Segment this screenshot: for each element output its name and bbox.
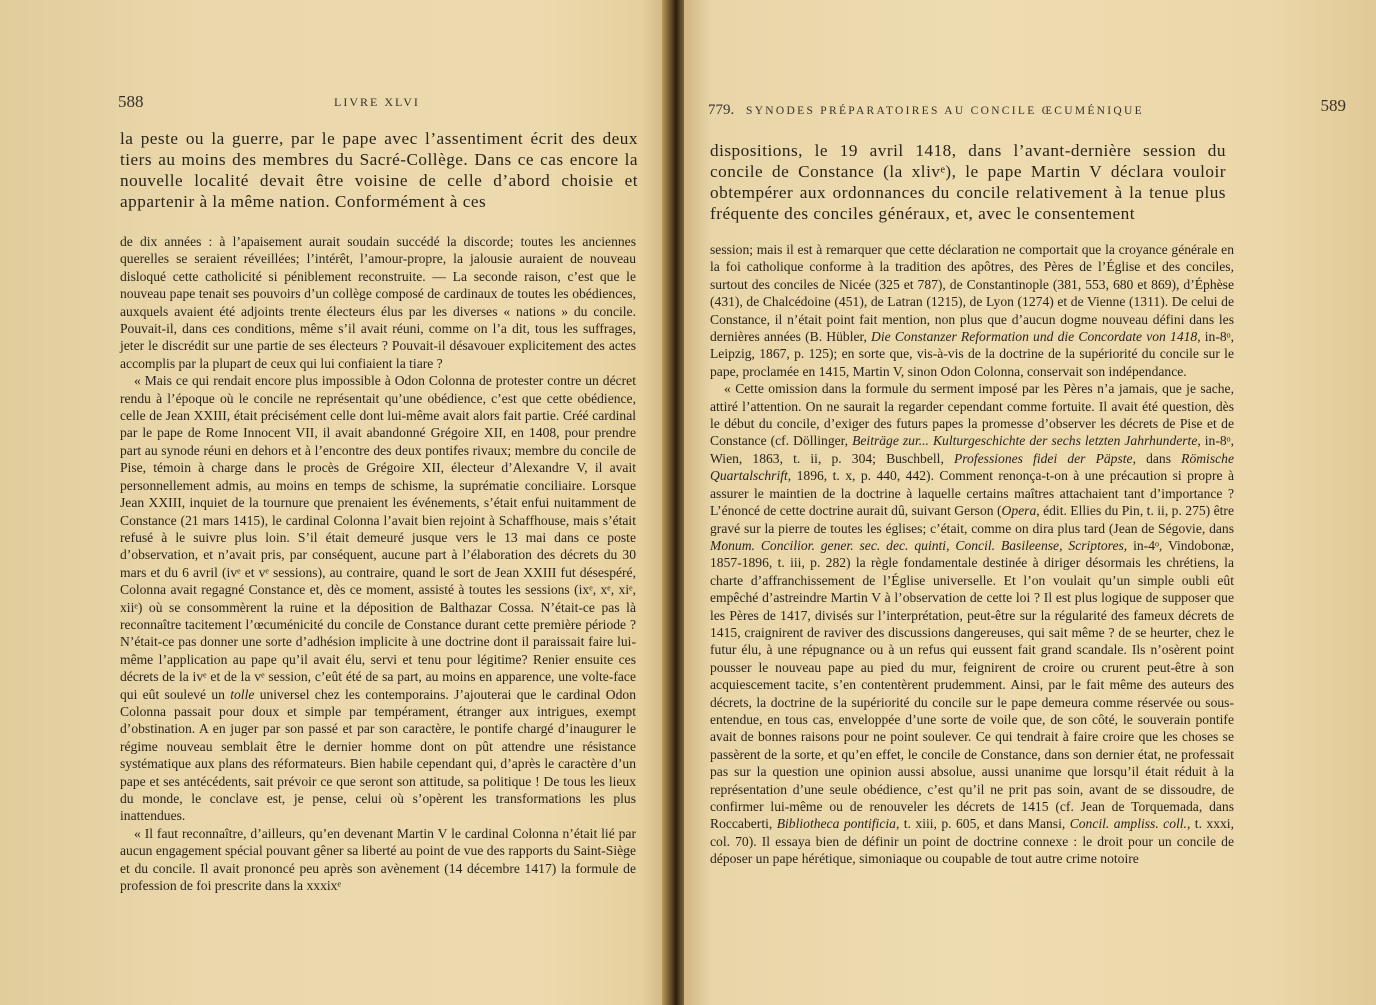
footnote-paragraph: de dix années : à l’apaisement aurait soudain succédé la discorde; toutes les anciennes querelles se seraient réveillées; l’intérêt, l’amour-propre, la jalousie auraient de nouveau disloqué cette catholicité si péniblement reconstruite. — La seconde raison, c’est que le nouveau pape tenait ses pouvoirs d’un collège composé de cardinaux de toutes les obédiences, auxquels avaient été adjoints trente électeurs élus par les diverses « nations » du concile. Pouvait-il, dans ces conditions, même s’il avait réuni, comme on l’a dit, tous les suffrages, jeter le discrédit sur une partie de ses électeurs ? Pouvait-il désavouer explicitement des actes accomplis par la plupart de ceux qui lui confiaient la tiare ?: [120, 234, 636, 371]
page-number-right: 589: [1320, 96, 1346, 115]
footnotes-right: [710, 241, 1234, 868]
section-number: 779.: [708, 102, 735, 118]
footnote-paragraph: « Mais ce qui rendait encore plus impossible à Odon Colonna de protester contre un décret rendu à l’époque où le concile ne représentait qu’une obédience, c’est que cette obédience, celle de Jean XXIII, était précisément celle dont lui-même avait alors fait partie. Créé cardinal par le pape de Rome Innocent VII, il avait abandonné Grégoire XII, en 1408, pour prendre part au synode réuni en dehors et à l’encontre des deux pontifes rivaux; membre du concile de Pise, témoin à charge dans le procès de Grégoire XII, électeur d’Alexandre V, il avait personnellement admis, au moins en temps de schisme, la suprématie conciliaire. Lorsque Jean XXIII, inquiet de la tournure que prenaient les événements, s’était enfui nuitamment de Constance (21 mars 1415), le cardinal Colonna l’avait bien rejoint à Schaffhouse, mais s’était refusé à le suivre plus loin. S’il était demeuré jusque vers le 13 mai dans ce poste d’observation, et n’avait pris, par conséquent, aucune part à l’élaboration des décrets du 30 mars et du 6 avril (ivᵉ et vᵉ sessions), au contraire, quand le sort de Jean XXIII fut désespéré, Colonna avait regagné Constance et, dès ce moment, assisté à toutes les sessions (ixᵉ, xᵉ, xiᵉ, xiiᵉ) où se consommèrent la ruine et la déposition de Balthazar Cossa. N’était-ce pas là reconnaître tacitement l’œcuménicité du concile de Constance durant cette première période ? N’était-ce pas donner une sorte d’adhésion implicite à une doctrine dont il paraissait faire lui-même l’application au pape qu’il avait élu, servi et tenu pour légitime? Renier ensuite ces décrets de la ivᵉ et de la vᵉ session, c’eût été de sa part, au moins en apparence, une volte-face qui eût soulevé un tolle universel chez les contemporains. J’ajouterai que le cardinal Odon Colonna passait pour doux et simple par tempérament, étranger aux intrigues, exempt d’obstination. A en juger par son passé et par son caractère, le pontife chargé d’inaugurer le régime nouveau semblait être le dernier homme dont on pût attendre une résistance systématique aux plans des réformateurs. Bien habile cependant qui, d’après le caractère d’un pape et ses antécédents, sait prévoir ce que seront son attitude, sa politique ! De tous les lieux du monde, le conclave est, je pense, celui où s’opèrent les transformations les plus inattendues.: [120, 373, 636, 824]
footnotes-left: [120, 233, 636, 894]
main-text-right: dispositions, le 19 avril 1418, dans l’avant-dernière session du concile de Constance (la xlivᵉ), le pape Martin V déclara vouloir obtempérer aux ordonnances du concile relativement à la tenue plus fréquente des conciles généraux, et, avec le consentement: [710, 141, 1226, 223]
footnote-paragraph: session; mais il est à remarquer que cette déclaration ne comportait que la croyance générale en la foi catholique conforme à la tradition des apôtres, des Pères de l’Église et des conciles, surtout des conciles de Nicée (325 et 787), de Constantinople (381, 553, 680 et 869), d’Éphèse (431), de Chalcédoine (451), de Latran (1215), de Lyon (1274) et de Vienne (1311). De celui de Constance, il n’était point fait mention, non plus que d’aucun dogme nouveau défini dans les dernières années (B. Hübler, Die Constanzer Reformation und die Concordate von 1418, in-8ᵒ, Leipzig, 1867, p. 125); en sorte que, vis-à-vis de la doctrine de la supériorité du concile sur le pape, proclamée en 1415, Martin V, sinon Odon Colonna, conservait son indépendance.: [710, 242, 1234, 379]
footnote-paragraph: « Cette omission dans la formule du serment imposé par les Pères n’a jamais, que je sache, attiré l’attention. On ne saurait la regarder cependant comme fortuite. Il avait été question, dès le début du concile, d’exiger des futurs papes la promesse d’observer les décrets de Pise et de Constance (cf. Döllinger, Beiträge zur... Kulturgeschichte der sechs letzten Jahrhunderte, in-8ᵒ, Wien, 1863, t. ii, p. 304; Buschbell, Professiones fidei der Päpste, dans Römische Quartalschrift, 1896, t. x, p. 440, 442). Comment renonça-t-on à une précaution si propre à assurer le maintien de la doctrine à laquelle certains maîtres attachaient tant d’importance ? L’énoncé de cette doctrine aurait dû, suivant Gerson (Opera, édit. Ellies du Pin, t. ii, p. 275) être gravé sur la pierre de toutes les églises; c’était, comme on dira plus tard (Jean de Ségovie, dans Monum. Concilior. gener. sec. dec. quinti, Concil. Basileense, Scriptores, in-4ᵒ, Vindobonæ, 1857-1896, t. iii, p. 282) la règle fondamentale destinée à diriger désormais les chrétiens, la charte d’affranchissement de l’Église universelle. Et l’on voulait qu’un simple oubli eût empêché d’astreindre Martin V à l’observation de cette loi ? Il est plus logique de supposer que les Pères de 1417, divisés sur l’interprétation, peut-être sur la régularité des fameux décrets de 1415, craignirent de raviver des discussions dangereuses, qui sait même ? de se heurter, chez le futur élu, à une répugnance ou à un refus qui eussent fait grand scandale. Ils n’osèrent point pousser le nouveau pape au pied du mur, feignirent de croire ou crurent peut-être à son acquiescement tacite, s’en contentèrent prudemment. Ainsi, par le fait même des auteurs des décrets, la doctrine de la supériorité du concile sur le pape demeura comme réservée ou sous-entendue, en tous cas, enveloppée d’une sorte de voile que, de son côté, le souverain pontife avait de bonnes raisons pour ne point soulever. Ce qui tendrait à faire croire que les choses se passèrent de la sorte, et qu’en effet, le concile de Constance, dans son dernier état, ne professait pas sur la question une opinion aussi absolue, aussi unanime que lorsqu’il était réduit à la représentation d’une seule obédience, c’est qu’il ne prit pas soin, avant de se dissoudre, de confirmer lui-même ou de renouveler les décrets de 1415 (cf. Jean de Torquemada, dans Roccaberti, Bibliotheca pontificia, t. xiii, p. 605, et dans Mansi, Concil. ampliss. coll., t. xxxi, col. 70). Il essaya bien de définir un point de doctrine connexe : le droit pour un concile de déposer un pape hérétique, simoniaque ou coupable de tout autre crime notoire: [710, 381, 1234, 867]
right-page: [684, 0, 1376, 1005]
running-title-right: SYNODES PRÉPARATOIRES AU CONCILE ŒCUMÉNIQUE: [746, 105, 1144, 117]
running-title-left: LIVRE XLVI: [334, 95, 420, 109]
page-number-left: 588: [118, 92, 144, 111]
left-page: [0, 0, 668, 1005]
main-text-left: la peste ou la guerre, par le pape avec l’assentiment écrit des deux tiers au moins des membres du Sacré-Collège. Dans ce cas encore la nouvelle localité devait être voisine de celle d’abord choisie et appartenir à la même nation. Conformément à ces: [120, 129, 638, 211]
footnote-paragraph: « Il faut reconnaître, d’ailleurs, qu’en devenant Martin V le cardinal Colonna n’était lié par aucun engagement spécial pouvant gêner sa liberté au point de vue des rapports du Saint-Siège et du concile. Il avait prononcé peu après son avènement (14 décembre 1417) la formule de profession de foi prescrite dans la xxxixᵉ: [120, 825, 636, 894]
